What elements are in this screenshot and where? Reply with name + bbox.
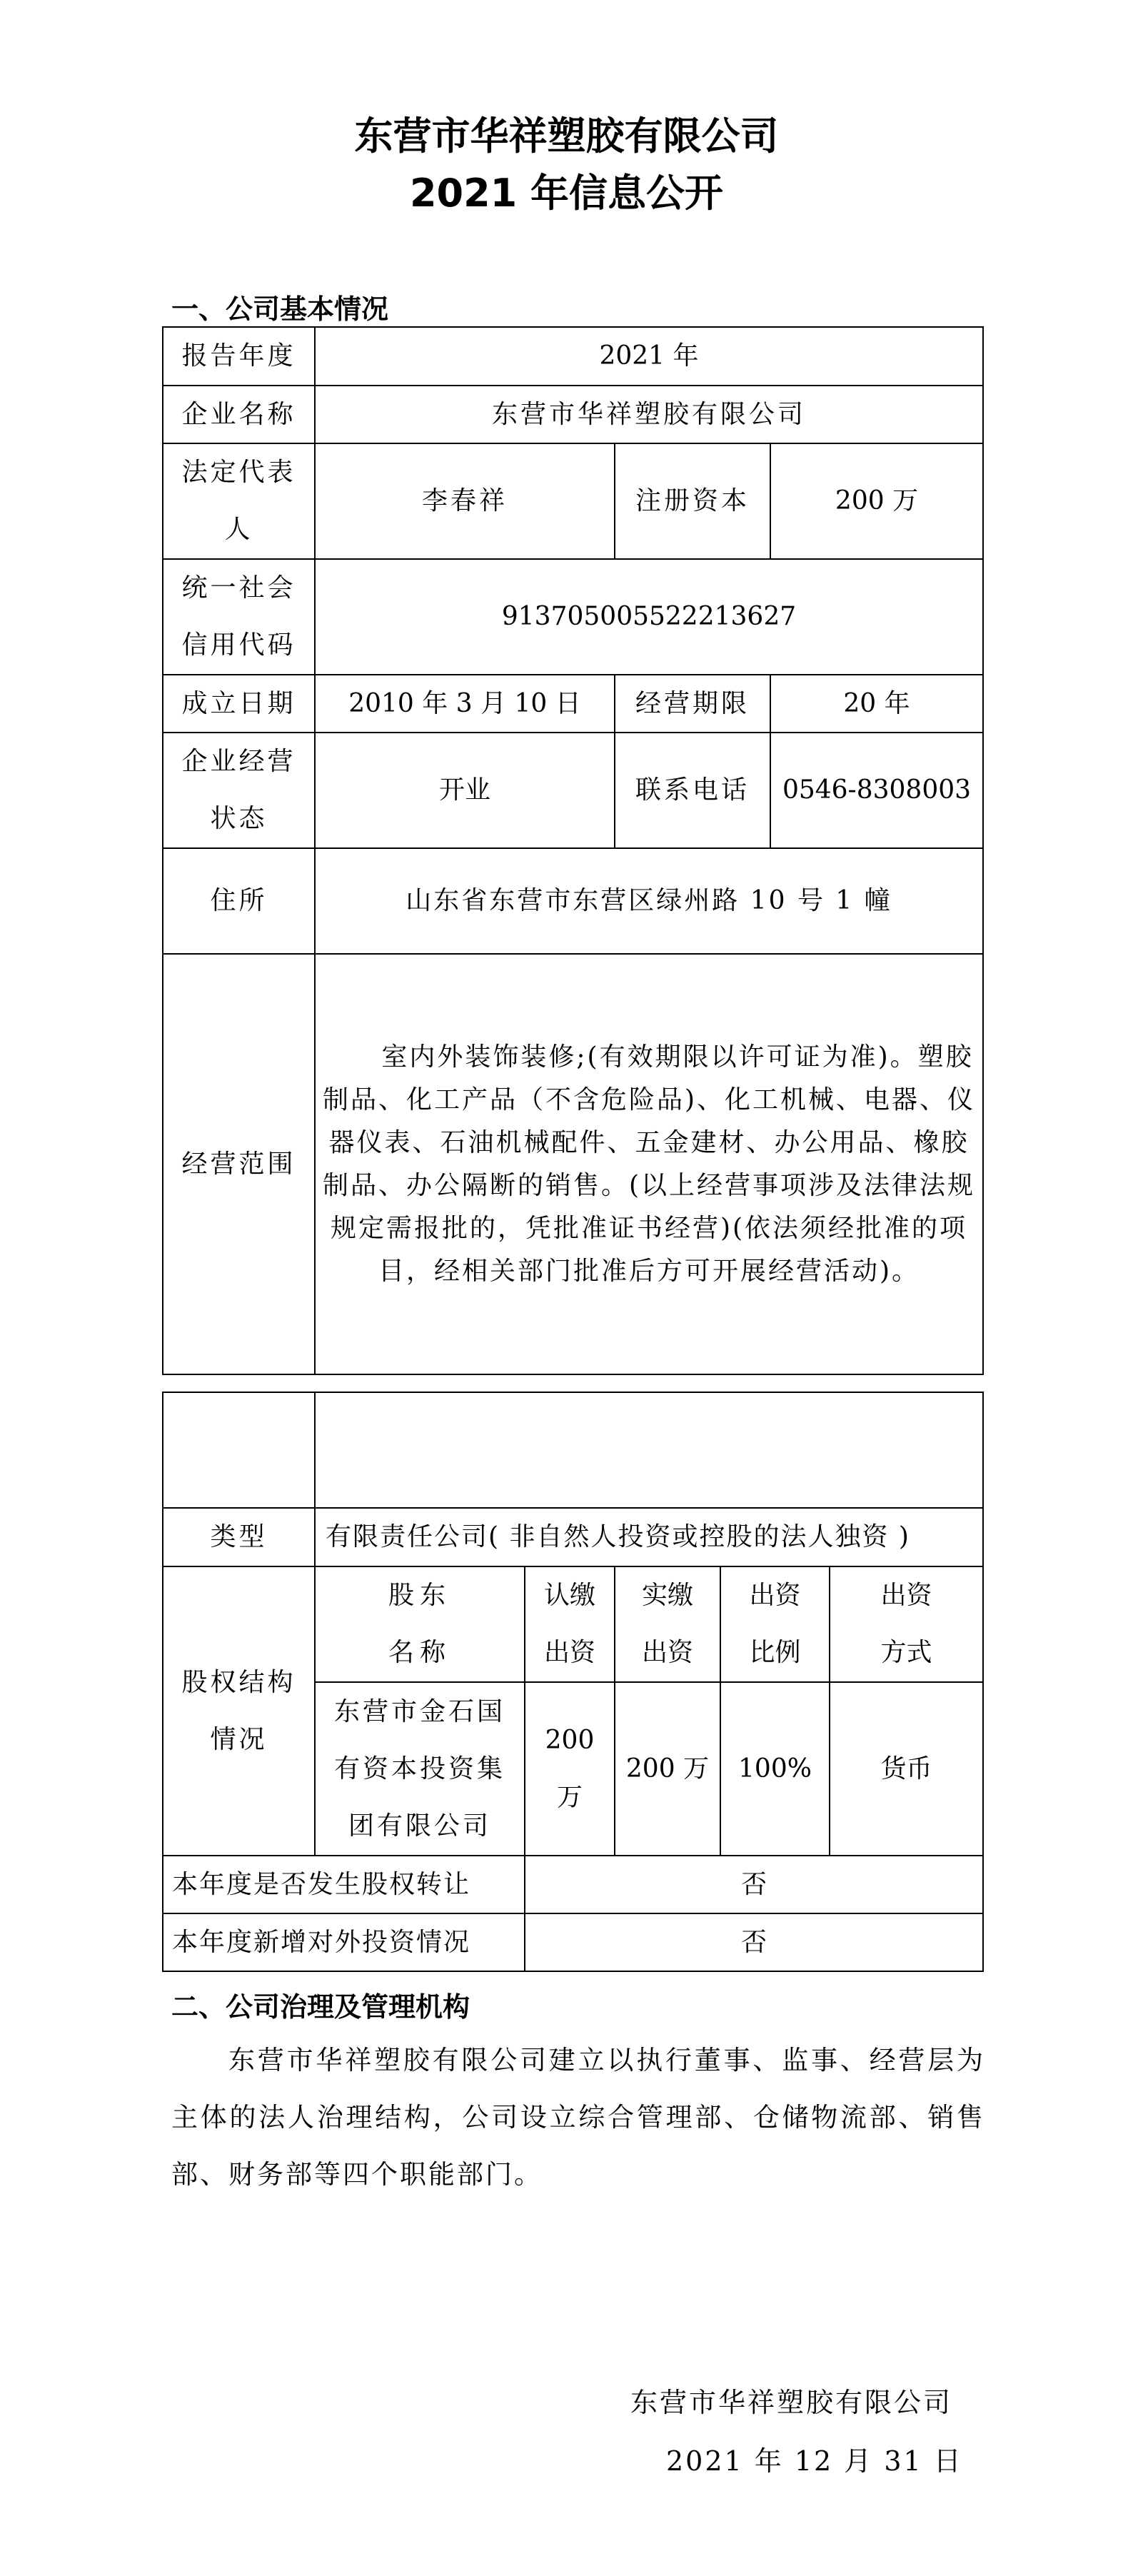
cell-paid: 200 万: [615, 1682, 720, 1856]
document-title-line2: 2021 年信息公开: [409, 171, 724, 216]
table-row-status: [163, 733, 983, 848]
value-report-year: 2021 年: [315, 327, 983, 386]
equity-table: [162, 1392, 984, 1972]
table-row-equity-transfer: [163, 1856, 983, 1913]
governance-paragraph: 东营市华祥塑胶有限公司建立以执行董事、监事、经营层为主体的法人治理结构，公司设立综合管理部、仓储物流部、销售部、财务部等四个职能部门。: [171, 2045, 985, 2190]
label-legal-rep: 法定代表人: [163, 443, 315, 559]
header-shareholder: 股东名称: [315, 1566, 525, 1682]
label-company-name: 企业名称: [163, 386, 315, 443]
label-phone: 联系电话: [615, 733, 770, 848]
value-scope: [315, 954, 983, 1374]
value-term: 20 年: [770, 675, 983, 733]
label-type: 类型: [163, 1508, 315, 1566]
value-company-name: 东营市华祥塑胶有限公司: [315, 386, 983, 443]
section1-heading: 一、公司基本情况: [171, 293, 389, 325]
cell-ratio: 100%: [720, 1682, 830, 1856]
value-credit-code: 913705005522213627: [315, 559, 983, 675]
table-row-type: [163, 1508, 983, 1566]
label-report-year: 报告年度: [163, 327, 315, 386]
signature-company: 东营市华祥塑胶有限公司: [630, 2387, 953, 2418]
value-legal-rep: 李春祥: [315, 443, 615, 559]
label-registered-capital: 注册资本: [615, 443, 770, 559]
signature-date: 2021 年 12 月 31 日: [666, 2445, 963, 2477]
basic-info-table: [162, 326, 984, 1375]
table-row-new-investment: [163, 1913, 983, 1971]
value-type: 有限责任公司( 非自然人投资或控股的法人独资 ): [315, 1508, 983, 1566]
label-credit-code: 统一社会信用代码: [163, 559, 315, 675]
label-equity: 股权结构情况: [163, 1566, 315, 1856]
header-subscribed: 认缴出资: [525, 1566, 615, 1682]
label-new-investment: 本年度新增对外投资情况: [163, 1913, 525, 1971]
label-scope: 经营范围: [163, 954, 315, 1374]
label-equity-transfer: 本年度是否发生股权转让: [163, 1856, 525, 1913]
table-row-equity-header: [163, 1566, 983, 1682]
table-row-scope: [163, 954, 983, 1374]
label-founded: 成立日期: [163, 675, 315, 733]
value-phone: 0546-8308003: [770, 733, 983, 848]
table-row-founded: [163, 675, 983, 733]
scope-text: 室内外装饰装修;(有效期限以许可证为准)。塑胶制品、化工产品（不含危险品)、化工机械、电器、仪器仪表、石油机械配件、五金建材、办公用品、橡胶制品、办公隔断的销售。(以上经营事项涉及法律法规规定需报批的，凭批准证书经营)(依法须经批准的项目，经相关部门批准后方可开展经营活动)。: [322, 1042, 976, 1286]
section2-heading: 二、公司治理及管理机构: [171, 1991, 470, 2023]
table-row-address: [163, 848, 983, 954]
document-title-line1: 东营市华祥塑胶有限公司: [354, 114, 779, 159]
empty-cell-value: [315, 1392, 983, 1508]
value-address: 山东省东营市东营区绿州路 10 号 1 幢: [315, 848, 983, 954]
value-founded: 2010 年 3 月 10 日: [315, 675, 615, 733]
label-address: 住所: [163, 848, 315, 954]
cell-shareholder: 东营市金石国有资本投资集团有限公司: [315, 1682, 525, 1856]
header-method: 出资方式: [830, 1566, 983, 1682]
header-paid: 实缴出资: [615, 1566, 720, 1682]
cell-method: 货币: [830, 1682, 983, 1856]
empty-cell-label: [163, 1392, 315, 1508]
header-ratio: 出资比例: [720, 1566, 830, 1682]
table-row-company-name: [163, 386, 983, 443]
table-row-empty: [163, 1392, 983, 1508]
table-row-report-year: [163, 327, 983, 386]
value-equity-transfer: 否: [525, 1856, 983, 1913]
cell-subscribed: 200 万: [525, 1682, 615, 1856]
value-registered-capital: 200 万: [770, 443, 983, 559]
value-status: 开业: [315, 733, 615, 848]
label-term: 经营期限: [615, 675, 770, 733]
label-status: 企业经营状态: [163, 733, 315, 848]
value-new-investment: 否: [525, 1913, 983, 1971]
table-row-credit-code: [163, 559, 983, 675]
table-row-legal-rep: [163, 443, 983, 559]
